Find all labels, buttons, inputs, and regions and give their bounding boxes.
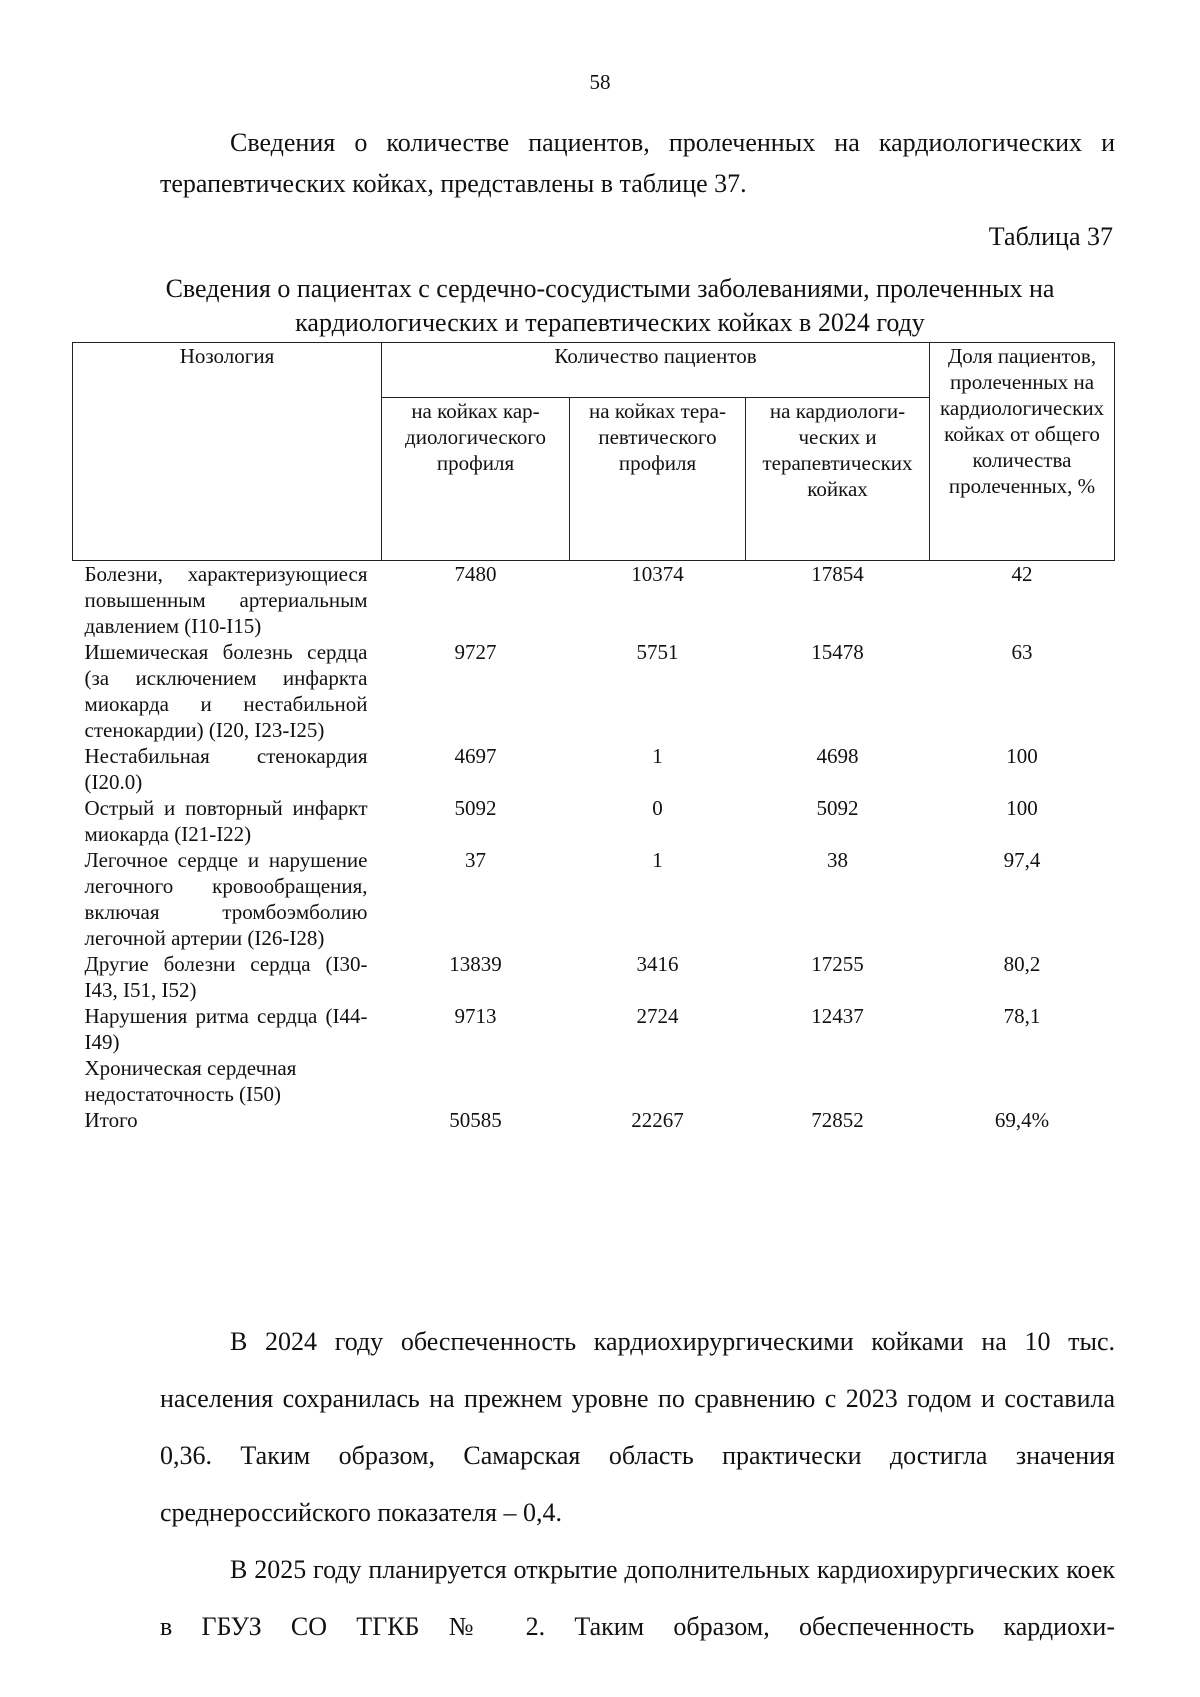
row-therapy: 22267 xyxy=(631,1108,684,1132)
row-share: 63 xyxy=(1011,640,1033,664)
row-therapy: 1 xyxy=(652,744,663,768)
row-cardio: 9727 xyxy=(454,640,497,664)
row-cardio: 37 xyxy=(465,848,486,872)
row-nosology: Болезни, характеризующиеся повышенным артериальным давлением (I10-I15) xyxy=(84,562,368,638)
paragraph-bed-availability: В 2024 году обеспеченность кардиохирургическими койками на 10 тыс. населения сохранилась на прежнем уровне по сравнению с 2023 годом и составила 0,36. Таким образом, Самарская область практически достигла значения среднероссийского показателя – 0,4. xyxy=(160,1327,1115,1527)
table-label: Таблица 37 xyxy=(988,222,1113,251)
header-nosology: Нозология xyxy=(73,343,382,561)
table-title: Сведения о пациентах с сердечно-сосудистыми заболеваниями, пролеченных на кардиологических и терапевтических койках в 2024 году xyxy=(165,274,1055,337)
table-row xyxy=(73,561,1115,640)
row-total: 72852 xyxy=(811,1108,864,1132)
row-total: 17255 xyxy=(811,952,864,976)
row-nosology: Острый и повторный инфаркт миокарда (I21-I22) xyxy=(84,796,368,846)
row-share: 78,1 xyxy=(1003,1004,1041,1028)
row-total: 5092 xyxy=(816,796,859,820)
row-cardio: 50585 xyxy=(449,1108,502,1132)
row-total: 12437 xyxy=(811,1004,864,1028)
row-share: 100 xyxy=(1006,744,1038,768)
row-nosology: Нарушения ритма сердца (I44-I49) xyxy=(84,1004,368,1054)
row-share: 42 xyxy=(1011,562,1033,586)
table-row xyxy=(73,847,1115,951)
row-therapy: 1 xyxy=(652,848,663,872)
table-row xyxy=(73,1055,1115,1107)
table-row-total xyxy=(73,1107,1115,1133)
row-therapy: 0 xyxy=(652,796,663,820)
header-cardio-beds: на койках кардиологического профиля xyxy=(382,398,570,561)
row-total: 17854 xyxy=(811,562,864,586)
row-total xyxy=(746,1055,930,1107)
row-cardio: 13839 xyxy=(449,952,502,976)
row-nosology: Другие болезни сердца (I30-I43, I51, I52) xyxy=(84,952,368,1002)
row-cardio: 7480 xyxy=(454,562,497,586)
intro-paragraph: Сведения о количестве пациентов, пролеченных на кардиологических и терапевтических койках, представлены в таблице 37. xyxy=(160,128,1115,198)
header-therapy-beds: на койках терапевтического профиля xyxy=(570,398,746,561)
header-patient-count: Количество пациентов xyxy=(382,343,930,398)
patients-table xyxy=(72,342,1115,1133)
row-therapy: 5751 xyxy=(636,640,679,664)
row-total: 4698 xyxy=(816,744,859,768)
row-therapy: 3416 xyxy=(636,952,679,976)
row-therapy: 10374 xyxy=(631,562,684,586)
table-row xyxy=(73,743,1115,795)
row-share: 97,4 xyxy=(1003,848,1041,872)
row-nosology: Итого xyxy=(84,1108,138,1132)
row-therapy: 2724 xyxy=(636,1004,679,1028)
body-text xyxy=(160,1313,1115,1655)
table-row xyxy=(73,639,1115,743)
row-share: 100 xyxy=(1006,796,1038,820)
row-nosology: Ишемическая болезнь сердца (за исключением инфаркта миокарда и нестабильной стенокардии) (I20, I23-I25) xyxy=(84,640,368,742)
row-cardio: 5092 xyxy=(454,796,497,820)
row-total: 15478 xyxy=(811,640,864,664)
row-share: 69,4% xyxy=(994,1108,1050,1132)
row-nosology: Нестабильная стенокардия (I20.0) xyxy=(84,744,368,794)
table-row xyxy=(73,795,1115,847)
row-cardio: 9713 xyxy=(454,1004,497,1028)
header-both-beds: на кардиологических и терапевтических койках xyxy=(746,398,930,561)
table-row xyxy=(73,1003,1115,1055)
header-share: Доля пациентов, пролеченных на кардиологических койках от общего количества пролеченных, % xyxy=(930,343,1115,561)
row-nosology: Легочное сердце и нарушение легочного кровообращения, включая тромбоэмболию легочной артерии (I26-I28) xyxy=(84,848,368,950)
page-number: 58 xyxy=(589,70,611,94)
table-row xyxy=(73,951,1115,1003)
row-nosology: Хроническая сердечная недостаточность (I50) xyxy=(84,1056,297,1106)
row-share: 80,2 xyxy=(1003,952,1041,976)
row-share xyxy=(930,1055,1115,1107)
paragraph-2025-plan: В 2025 году планируется открытие дополнительных кардиохирургических коек в ГБУЗ СО ТГКБ № 2. Таким образом, обеспеченность кардиохи- xyxy=(160,1555,1115,1641)
row-cardio: 4697 xyxy=(454,744,497,768)
row-therapy xyxy=(570,1055,746,1107)
row-total: 38 xyxy=(827,848,849,872)
row-cardio xyxy=(382,1055,570,1107)
